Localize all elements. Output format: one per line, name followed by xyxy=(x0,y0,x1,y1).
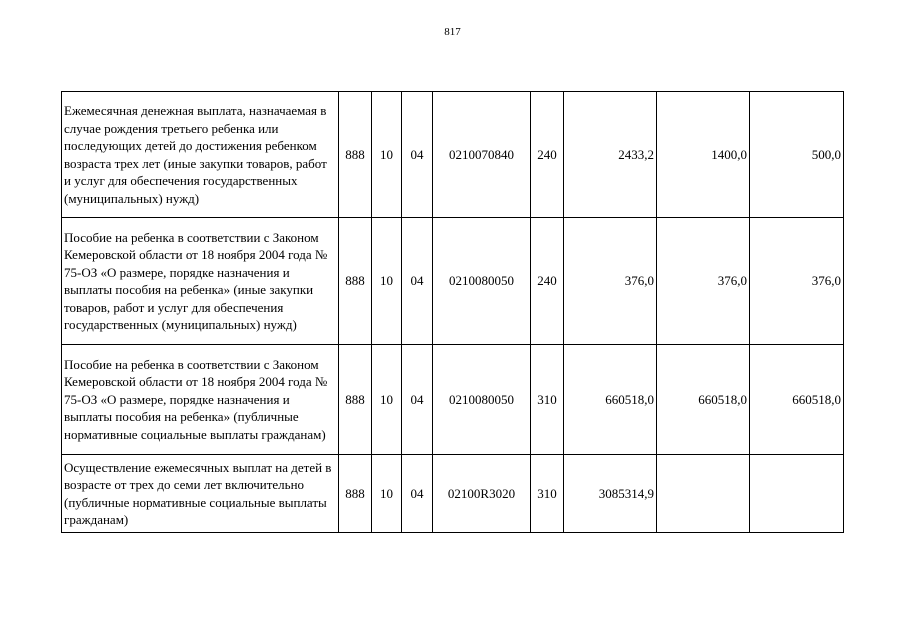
expense-type-code: 310 xyxy=(531,345,564,455)
page-number: 817 xyxy=(444,26,461,38)
target-article-code: 0210080050 xyxy=(433,345,531,455)
section-code: 10 xyxy=(372,455,402,533)
ministry-code: 888 xyxy=(339,92,372,218)
section-code: 10 xyxy=(372,218,402,345)
amount-2 xyxy=(657,455,750,533)
target-article-code: 02100R3020 xyxy=(433,455,531,533)
row-description: Ежемесячная денежная выплата, назначаемая в случае рождения третьего ребенка или последующих детей до достижения ребенком возраста трех лет (иные закупки товаров, работ и услуг для обеспечения государственных (муниципальных) нужд) xyxy=(62,92,339,218)
amount-1: 2433,2 xyxy=(564,92,657,218)
subsection-code: 04 xyxy=(402,455,433,533)
budget-table xyxy=(61,91,844,533)
amount-2: 376,0 xyxy=(657,218,750,345)
ministry-code: 888 xyxy=(339,455,372,533)
expense-type-code: 240 xyxy=(531,92,564,218)
amount-2: 1400,0 xyxy=(657,92,750,218)
table-row xyxy=(62,92,844,218)
table-row xyxy=(62,218,844,345)
amount-1: 3085314,9 xyxy=(564,455,657,533)
ministry-code: 888 xyxy=(339,218,372,345)
amount-1: 660518,0 xyxy=(564,345,657,455)
table-row xyxy=(62,455,844,533)
subsection-code: 04 xyxy=(402,345,433,455)
section-code: 10 xyxy=(372,345,402,455)
target-article-code: 0210070840 xyxy=(433,92,531,218)
subsection-code: 04 xyxy=(402,218,433,345)
amount-3: 376,0 xyxy=(750,218,844,345)
row-description: Осуществление ежемесячных выплат на детей в возрасте от трех до семи лет включительно (публичные нормативные социальные выплаты гражданам) xyxy=(62,455,339,533)
amount-1: 376,0 xyxy=(564,218,657,345)
target-article-code: 0210080050 xyxy=(433,218,531,345)
ministry-code: 888 xyxy=(339,345,372,455)
subsection-code: 04 xyxy=(402,92,433,218)
amount-3: 500,0 xyxy=(750,92,844,218)
amount-2: 660518,0 xyxy=(657,345,750,455)
amount-3: 660518,0 xyxy=(750,345,844,455)
table-row xyxy=(62,345,844,455)
expense-type-code: 240 xyxy=(531,218,564,345)
amount-3 xyxy=(750,455,844,533)
row-description: Пособие на ребенка в соответствии с Законом Кемеровской области от 18 ноября 2004 года № 75-ОЗ «О размере, порядке назначения и выплаты пособия на ребенка» (публичные нормативные социальные выплаты гражданам) xyxy=(62,345,339,455)
expense-type-code: 310 xyxy=(531,455,564,533)
section-code: 10 xyxy=(372,92,402,218)
row-description: Пособие на ребенка в соответствии с Законом Кемеровской области от 18 ноября 2004 года № 75-ОЗ «О размере, порядке назначения и выплаты пособия на ребенка» (иные закупки товаров, работ и услуг для обеспечения государственных (муниципальных) нужд) xyxy=(62,218,339,345)
